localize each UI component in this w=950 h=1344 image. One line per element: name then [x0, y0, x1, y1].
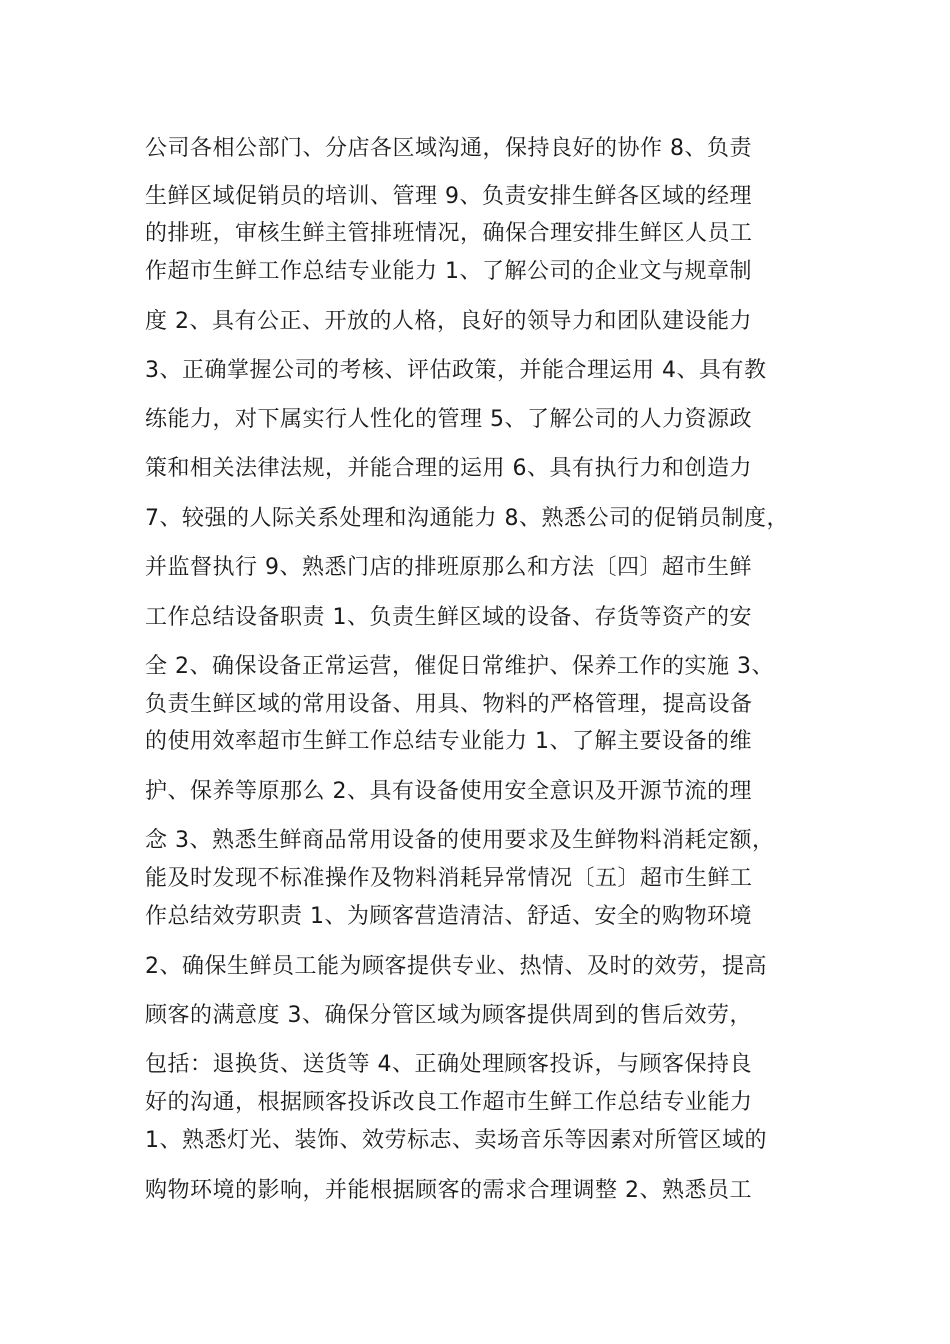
- text-line: 顾客的满意度 3、确保分管区域为顾客提供周到的售后效劳，: [145, 1003, 752, 1028]
- text-line: 策和相关法律法规，并能合理的运用 6、具有执行力和创造力: [145, 456, 752, 481]
- text-line: 作超市生鲜工作总结专业能力 1、了解公司的企业文与规章制: [145, 259, 752, 284]
- text-line: 1、熟悉灯光、装饰、效劳标志、卖场音乐等因素对所管区域的: [145, 1128, 767, 1153]
- text-line: 公司各相公部门、分店各区域沟通，保持良好的协作 8、负责: [145, 136, 752, 161]
- text-line: 全 2、确保设备正常运营，催促日常维护、保养工作的实施 3、: [145, 654, 774, 679]
- text-line: 好的沟通，根据顾客投诉改良工作超市生鲜工作总结专业能力: [145, 1090, 753, 1115]
- text-line: 并监督执行 9、熟悉门店的排班原那么和方法〔四〕超市生鲜: [145, 555, 752, 580]
- text-line: 2、确保生鲜员工能为顾客提供专业、热情、及时的效劳，提高: [145, 954, 767, 979]
- text-line: 购物环境的影响，并能根据顾客的需求合理调整 2、熟悉员工: [145, 1178, 752, 1203]
- text-line: 工作总结设备职责 1、负责生鲜区域的设备、存货等资产的安: [145, 605, 752, 630]
- text-line: 7、较强的人际关系处理和沟通能力 8、熟悉公司的促销员制度，: [145, 506, 789, 531]
- text-line: 护、保养等原那么 2、具有设备使用安全意识及开源节流的理: [145, 779, 752, 804]
- text-line: 能及时发现不标准操作及物料消耗异常情况〔五〕超市生鲜工: [145, 866, 753, 891]
- text-line: 念 3、熟悉生鲜商品常用设备的使用要求及生鲜物料消耗定额，: [145, 828, 775, 853]
- text-line: 练能力，对下属实行人性化的管理 5、了解公司的人力资源政: [145, 407, 752, 432]
- text-line: 度 2、具有公正、开放的人格，良好的领导力和团队建设能力: [145, 309, 752, 334]
- text-line: 的使用效率超市生鲜工作总结专业能力 1、了解主要设备的维: [145, 729, 752, 754]
- text-line: 包括：退换货、送货等 4、正确处理顾客投诉，与顾客保持良: [145, 1052, 752, 1077]
- text-line: 的排班，审核生鲜主管排班情况，确保合理安排生鲜区人员工: [145, 221, 753, 246]
- text-line: 作总结效劳职责 1、为顾客营造清洁、舒适、安全的购物环境: [145, 904, 752, 929]
- text-line: 生鲜区域促销员的培训、管理 9、负责安排生鲜各区域的经理: [145, 184, 752, 209]
- text-line: 负责生鲜区域的常用设备、用具、物料的严格管理，提高设备: [145, 692, 753, 717]
- text-line: 3、正确掌握公司的考核、评估政策，并能合理运用 4、具有教: [145, 358, 767, 383]
